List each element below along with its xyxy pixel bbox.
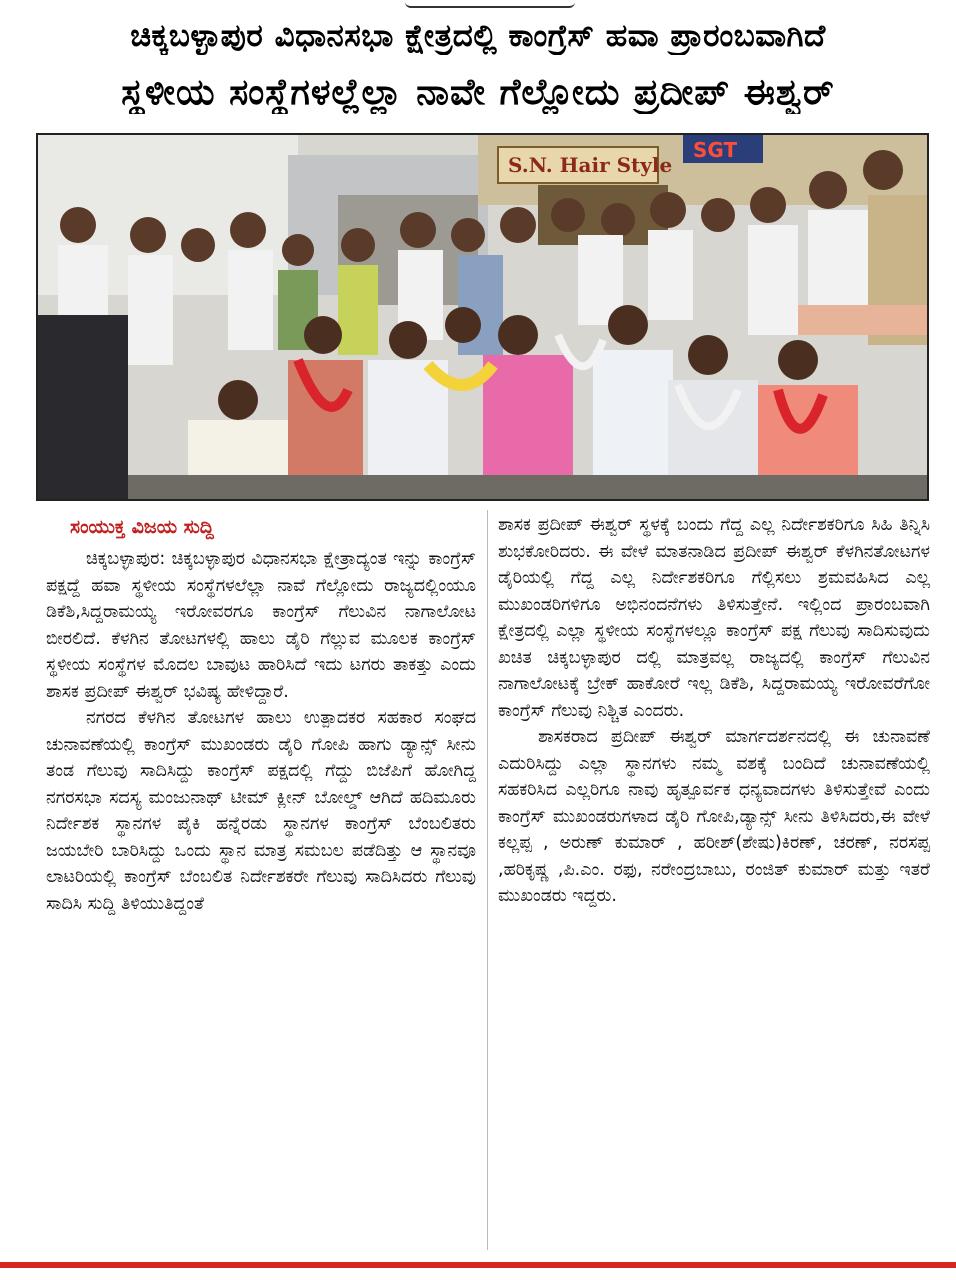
shop-sign-1: S.N. Hair Style [508, 153, 673, 177]
article-paragraph: ಚಿಕ್ಕಬಳ್ಳಾಪುರ: ಚಿಕ್ಕಬಳ್ಳಾಪುರ ವಿಧಾನಸಭಾ ಕ್ಷೇತ್ರಾದ್ಯಂತ ಇನ್ನು ಕಾಂಗ್ರೆಸ್ ಪಕ್ಷದ್ದೆ ಹವಾ ಸ್ಥಳೀಯ ಸಂಸ್ಥೆಗಳಲೆಲ್ಲಾ ನಾವೆ ಗೆಲ್ಲೋದು ರಾಜ್ಯದಲ್ಲಿಂಯೂ ಡಿಕೆಶಿ,ಸಿದ್ದರಾಮಯ್ಯ ಇರೋವರಗೂ ಕಾಂಗ್ರೆಸ್ ಗೆಲುವಿನ ನಾಗಾಲೋಟ ಬೀರಲಿದೆ. ಕೆಳಗಿನ ತೋಟಗಳಲ್ಲಿ ಹಾಲು ಡೈರಿ ಗೆಲ್ಲುವ ಮೂಲಕ ಕಾಂಗ್ರೆಸ್ ಸ್ಥಳೀಯ ಸಂಸ್ಥೆಗಳ ಮೊದಲ ಬಾವುಟ ಹಾರಿಸಿದೆ ಇದು ಟಗರು ತಾಕತ್ತು ಎಂದು ಶಾಸಕ ಪ್ರದೀಪ್ ಈಶ್ವರ್ ಭವಿಷ್ಯ ಹೇಳಿದ್ದಾರೆ. [46, 549, 476, 702]
article-paragraph: ಶಾಸಕರಾದ ಪ್ರದೀಪ್ ಈಶ್ವರ್ ಮಾರ್ಗದರ್ಶನದಲ್ಲಿ ಈ ಚುನಾವಣೆ ಎದುರಿಸಿದ್ದು ಎಲ್ಲಾ ಸ್ಥಾನಗಳು ನಮ್ಮ ವಶಕ್ಕೆ ಬಂದಿದೆ ಚುನಾವಣೆಯಲ್ಲಿ ಸಹಕರಿಸಿದ ಎಲ್ಲರಿಗೂ ನಾವು ಹೃತ್ಪೂರ್ವಕ ಧನ್ಯವಾದಗಳು ತಿಳಿಸುತ್ತೇವೆ ಎಂದು ಕಾಂಗ್ರೆಸ್ ಮುಖಂಡರುಗಳಾದ ಡೈರಿ ಗೋಪಿ,ಡ್ಯಾನ್ಸ್ ಸೀನು ತಿಳಿಸಿದರು,ಈ ವೇಳೆ ಕಲ್ಲಪ್ಪ , ಅರುಣ್ ಕುಮಾರ್ , ಹರೀಶ್(ಶೇಷು)ಕಿರಣ್, ಚರಣ್, ನರಸಪ್ಪ ,ಹರಿಕೃಷ್ಣ ,ಪಿ.ಎಂ. ರಫು, ನರೇಂದ್ರಬಾಬು, ರಂಜಿತ್ ಕುಮಾರ್ ಮತ್ತು ಇತರೆ ಮುಖಂಡರು ಇದ್ದರು. [498, 727, 930, 906]
top-cut-edge [405, 0, 575, 8]
top-strip [0, 0, 956, 10]
headline-line-1: ಚಿಕ್ಕಬಳ್ಳಾಪುರ ವಿಧಾನಸಭಾ ಕ್ಷೇತ್ರದಲ್ಲಿ ಕಾಂಗ್ರೆಸ್ ಹವಾ ಪ್ರಾರಂಬವಾಗಿದೆ [130, 18, 826, 54]
bottom-margin [0, 1270, 956, 1280]
news-photo [36, 133, 929, 501]
article-byline: ಸಂಯುಕ್ತ ವಿಜಯ ಸುದ್ದಿ [70, 516, 214, 538]
headline-line-2: ಸ್ಥಳೀಯ ಸಂಸ್ಥೆಗಳಲ್ಲೆಲ್ಲಾ ನಾವೇ ಗೆಲ್ಲೋದು ಪ್ರದೀಪ್ ಈಶ್ವರ್ [121, 72, 835, 113]
bottom-red-rule [0, 1262, 956, 1268]
group-photo-illustration [38, 135, 927, 499]
article-column-right [498, 512, 930, 910]
column-divider [487, 510, 488, 1250]
shop-sign-2: SGT [693, 138, 738, 162]
article-column-left [46, 546, 476, 917]
article-paragraph: ಶಾಸಕ ಪ್ರದೀಪ್ ಈಶ್ವರ್ ಸ್ಥಳಕ್ಕೆ ಬಂದು ಗೆದ್ದ ಎಲ್ಲ ನಿರ್ದೇಶಕರಿಗೂ ಸಿಹಿ ತಿನ್ನಿಸಿ ಶುಭಕೋರಿದರು. ಈ ವೇಳೆ ಮಾತನಾಡಿದ ಪ್ರದೀಪ್ ಈಶ್ವರ್ ಕೆಳಗಿನತೋಟಗಳ ಡೈರಿಯಲ್ಲಿ ಗೆದ್ದ ಎಲ್ಲ ನಿರ್ದೇಶಕರಿಗೂ ಗೆಲ್ಲಿಸಲು ಶ್ರಮವಹಿಸಿದ ಎಲ್ಲ ಮುಖಂಡರಿಗಳಿಗೂ ಅಭಿನಂದನೆಗಳು ತಿಳಿಸುತ್ತೇನೆ. ಇಲ್ಲಿಂದ ಪ್ರಾರಂಬವಾಗಿ ಕ್ಷೇತ್ರದಲ್ಲಿ ಎಲ್ಲಾ ಸ್ಥಳೀಯ ಸಂಸ್ಥೆಗಳಲ್ಲೂ ಕಾಂಗ್ರೆಸ್ ಪಕ್ಷ ಗೆಲುವು ಸಾದಿಸುವುದು ಖಚಿತ ಚಿಕ್ಕಬಳ್ಳಾಪುರ ದಲ್ಲಿ ಮಾತ್ರವಲ್ಲ ರಾಜ್ಯದಲ್ಲಿ ಕಾಂಗ್ರೆಸ್ ಗೆಲುವಿನ ನಾಗಾಲೋಟಕ್ಕೆ ಬ್ರೇಕ್ ಹಾಕೋರೆ ಇಲ್ಲ ಡಿಕೆಶಿ, ಸಿದ್ದರಾಮಯ್ಯ ಇರೋವರೆಗೋ ಕಾಂಗ್ರೆಸ್ ಗೆಲುವು ನಿಶ್ಚಿತ ಎಂದರು. [498, 515, 930, 721]
article-paragraph: ನಗರದ ಕೆಳಗಿನ ತೋಟಗಳ ಹಾಲು ಉತ್ಪಾದಕರ ಸಹಕಾರ ಸಂಘದ ಚುನಾವಣೆಯಲ್ಲಿ ಕಾಂಗ್ರೆಸ್ ಮುಖಂಡರು ಡೈರಿ ಗೋಪಿ ಹಾಗು ಡ್ಯಾನ್ಸ್ ಸೀನು ತಂಡ ಗೆಲುವು ಸಾದಿಸಿದ್ದು ಕಾಂಗ್ರೆಸ್ ಪಕ್ಷದಲ್ಲಿ ಗೆದ್ದು ಬಿಜೆಪಿಗೆ ಹೋಗಿದ್ದ ನಗರಸಭಾ ಸದಸ್ಯ ಮಂಜುನಾಥ್ ಟೀಮ್ ಕ್ಲೀನ್ ಬೋಲ್ಡ್ ಆಗಿದೆ ಹದಿಮೂರು ನಿರ್ದೇಶಕ ಸ್ಥಾನಗಳ ಪೈಕಿ ಹನ್ನೆರಡು ಸ್ಥಾನಗಳ ಕಾಂಗ್ರೆಸ್ ಬೆಂಬಲಿತರು ಜಯಬೇರಿ ಬಾರಿಸಿದ್ದು ಒಂದು ಸ್ಥಾನ ಮಾತ್ರ ಸಮಬಲ ಪಡೆದಿತ್ತು ಆ ಸ್ಥಾನವೂ ಲಾಟರಿಯಲ್ಲಿ ಕಾಂಗ್ರೆಸ್ ಬೆಂಬಲಿತ ನಿರ್ದೇಶಕರೇ ಗೆಲುವು ಸಾದಿಸಿದರು ಗೆಲುವು ಸಾದಿಸಿ ಸುದ್ದಿ ತಿಳಿಯುತಿದ್ದಂತೆ [46, 708, 476, 914]
